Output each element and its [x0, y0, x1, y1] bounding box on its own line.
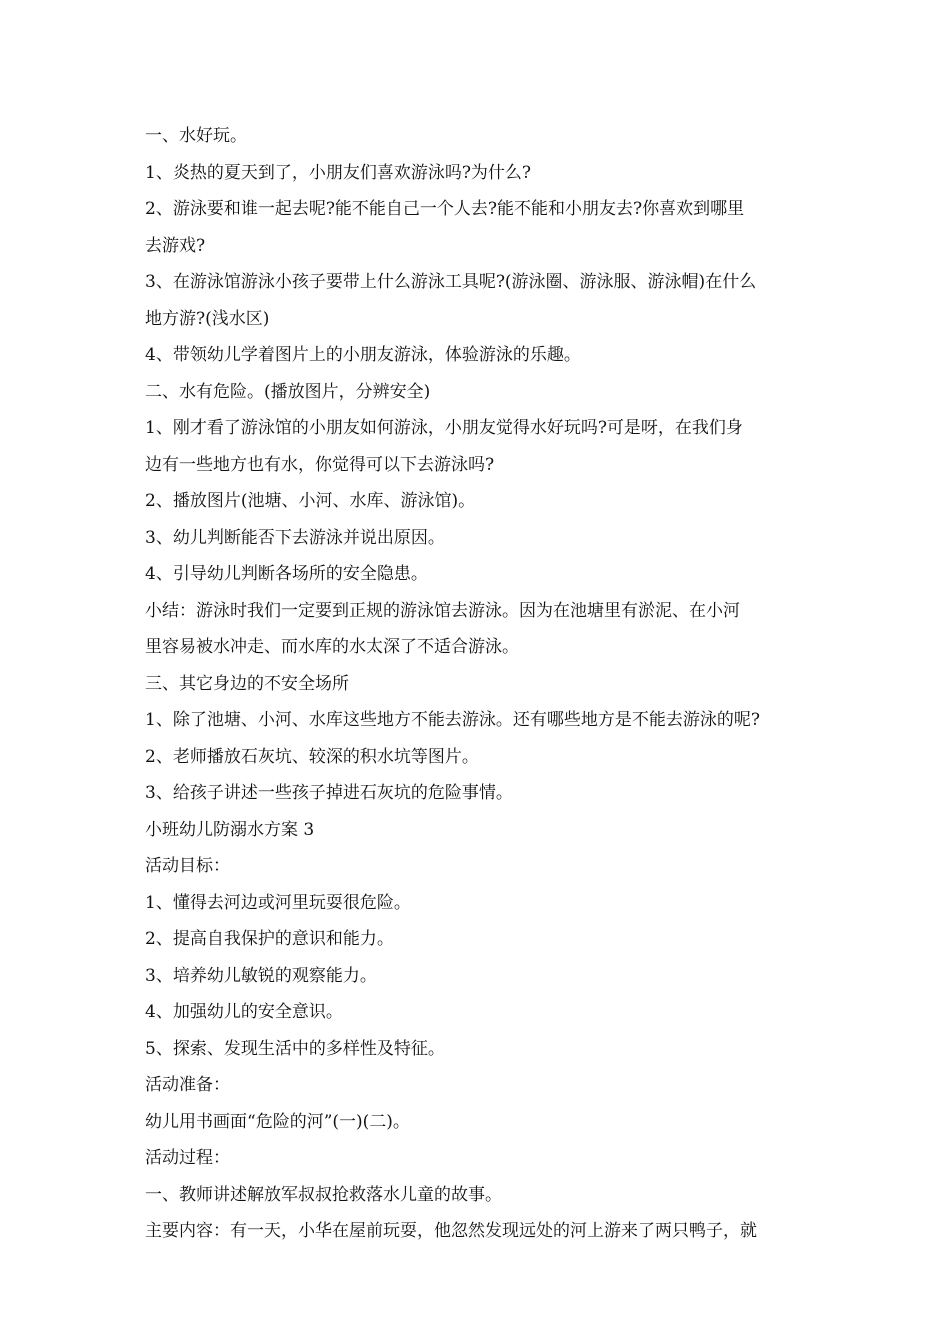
section-heading-water-danger: 二、水有危险。(播放图片，分辨安全) [145, 381, 431, 402]
paragraph-line: 2、老师播放石灰坑、较深的积水坑等图片。 [145, 746, 479, 767]
goal-item: 2、提高自我保护的意识和能力。 [145, 929, 394, 949]
document-body [145, 118, 810, 1250]
paragraph-line: 3、在游泳馆游泳小孩子要带上什么游泳工具呢?(游泳圈、游泳服、游泳帽)在什么 [145, 272, 757, 292]
paragraph-line: 3、给孩子讲述一些孩子掉进石灰坑的危险事情。 [145, 783, 513, 803]
section-heading-water-fun: 一、水好玩。 [145, 126, 247, 146]
subheading-process: 活动过程： [145, 1148, 230, 1168]
summary-line: 小结：游泳时我们一定要到正规的游泳馆去游泳。因为在池塘里有淤泥、在小河 [145, 600, 740, 621]
goal-item: 3、培养幼儿敏锐的观察能力。 [145, 965, 377, 986]
paragraph-line: 4、带领幼儿学着图片上的小朋友游泳，体验游泳的乐趣。 [145, 345, 581, 365]
goal-item: 4、加强幼儿的安全意识。 [145, 1002, 343, 1022]
paragraph-line: 1、炎热的夏天到了，小朋友们喜欢游泳吗?为什么? [145, 162, 532, 183]
goal-item: 5、探索、发现生活中的多样性及特征。 [145, 1038, 445, 1059]
paragraph-line: 2、播放图片(池塘、小河、水库、游泳馆)。 [145, 491, 476, 511]
plan-title: 小班幼儿防溺水方案 3 [145, 819, 315, 840]
paragraph-line: 4、引导幼儿判断各场所的安全隐患。 [145, 564, 428, 584]
process-step: 一、教师讲述解放军叔叔抢救落水儿童的故事。 [145, 1184, 502, 1205]
goal-item: 1、懂得去河边或河里玩耍很危险。 [145, 892, 411, 913]
paragraph-line: 边有一些地方也有水，你觉得可以下去游泳吗? [145, 454, 495, 475]
section-heading-unsafe-places: 三、其它身边的不安全场所 [145, 673, 349, 694]
paragraph-line: 3、幼儿判断能否下去游泳并说出原因。 [145, 527, 445, 548]
preparation-item: 幼儿用书画面“危险的河”(一)(二)。 [145, 1111, 410, 1132]
paragraph-line: 1、刚才看了游泳馆的小朋友如何游泳，小朋友觉得水好玩吗?可是呀，在我们身 [145, 418, 743, 438]
subheading-goals: 活动目标： [145, 856, 230, 876]
summary-line: 里容易被水冲走、而水库的水太深了不适合游泳。 [145, 637, 519, 657]
paragraph-line: 去游戏? [145, 235, 206, 256]
paragraph-line: 地方游?(浅水区) [145, 308, 270, 329]
paragraph-line: 2、游泳要和谁一起去呢?能不能自己一个人去?能不能和小朋友去?你喜欢到哪里 [145, 199, 745, 219]
subheading-preparation: 活动准备： [145, 1075, 230, 1095]
paragraph-line: 1、除了池塘、小河、水库这些地方不能去游泳。还有哪些地方是不能去游泳的呢? [145, 710, 760, 730]
story-line: 主要内容：有一天，小华在屋前玩耍，他忽然发现远处的河上游来了两只鸭子，就 [145, 1221, 757, 1241]
